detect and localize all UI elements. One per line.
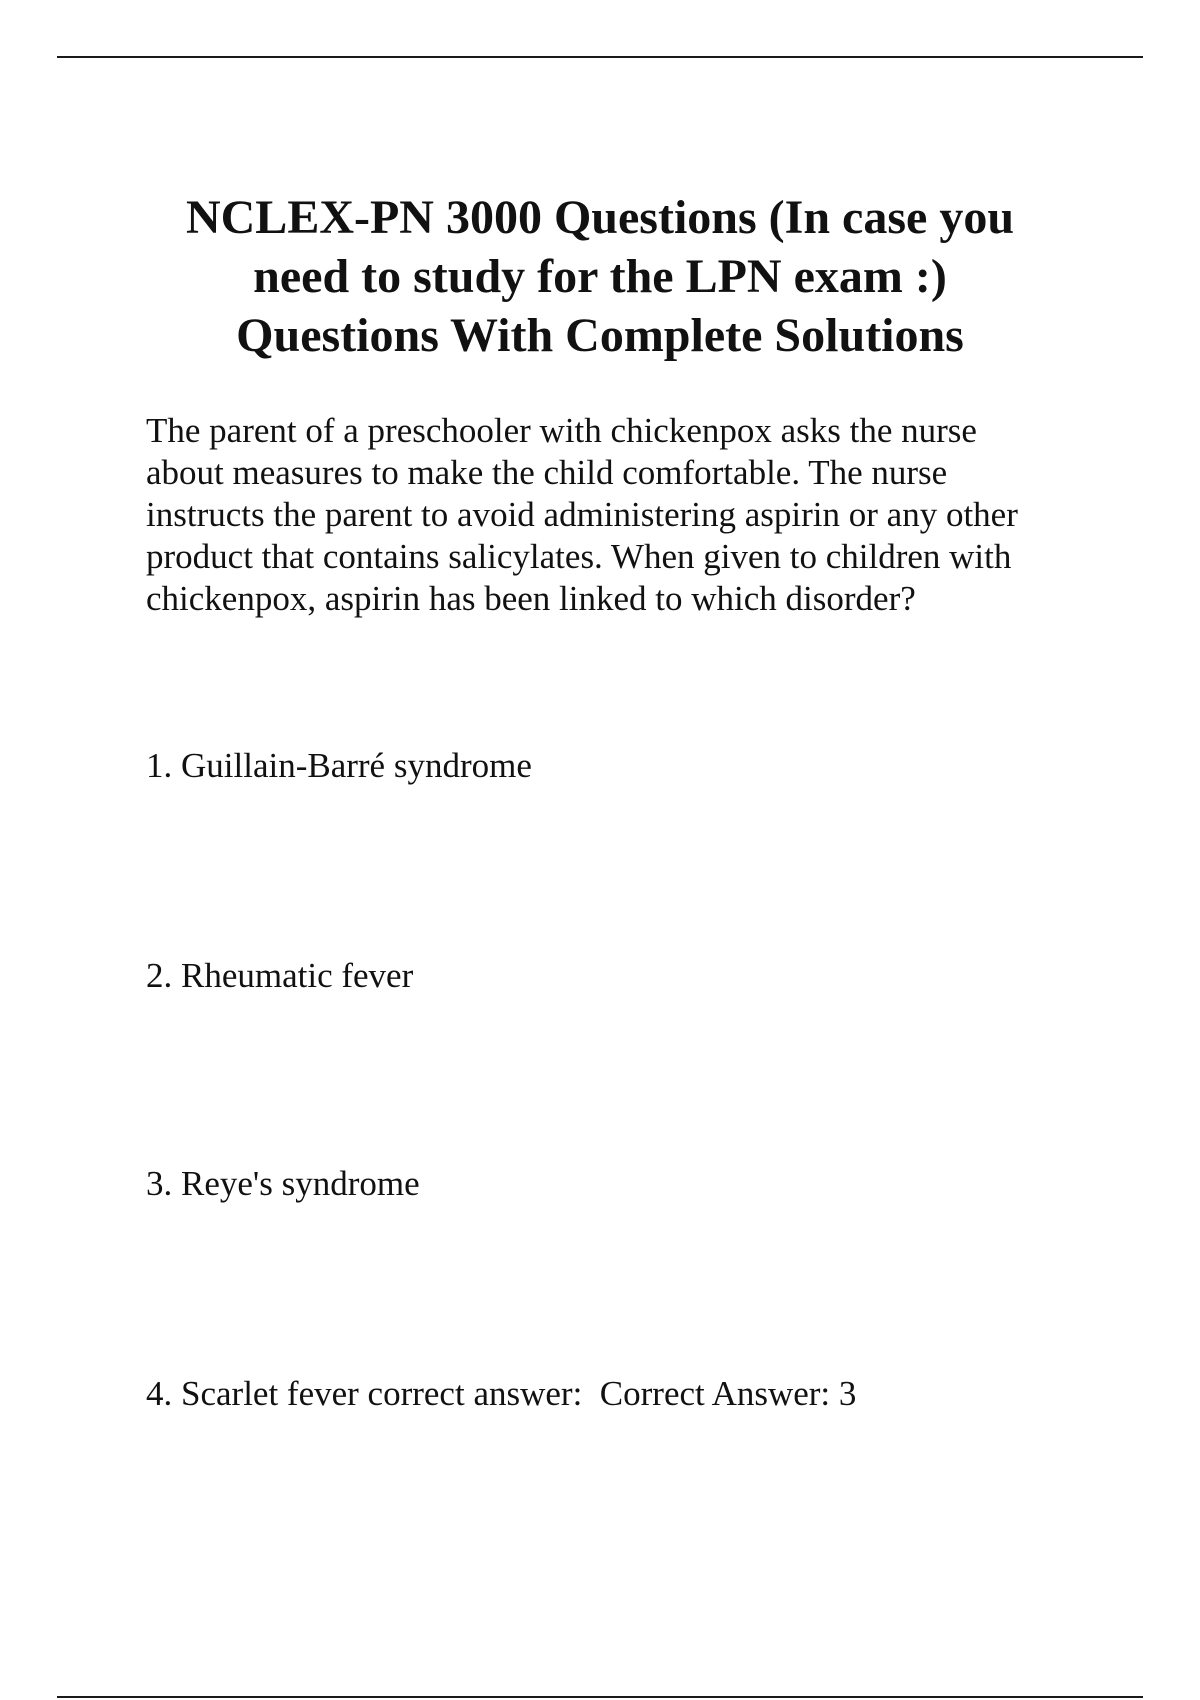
answer-option-4-text: 4. Scarlet fever correct answer: — [146, 1374, 583, 1413]
question-text — [146, 410, 1106, 620]
top-rule — [57, 56, 1143, 58]
answer-option-2: 2. Rheumatic fever — [146, 956, 414, 995]
correct-answer: Correct Answer: 3 — [599, 1374, 857, 1413]
answer-option-4 — [146, 1373, 856, 1415]
answer-option-3: 3. Reye's syndrome — [146, 1164, 420, 1203]
question-line: instructs the parent to avoid administering aspirin or any other — [146, 495, 1018, 534]
question-line: product that contains salicylates. When given to children with — [146, 537, 1012, 576]
question-line: chickenpox, aspirin has been linked to which disorder? — [146, 579, 916, 618]
title-line: NCLEX-PN 3000 Questions (In case you — [185, 191, 1015, 244]
question-line: The parent of a preschooler with chickenpox asks the nurse — [146, 411, 977, 450]
answer-option-1: 1. Guillain-Barré syndrome — [146, 746, 532, 785]
question-line: about measures to make the child comfortable. The nurse — [146, 453, 948, 492]
document-title — [100, 188, 1100, 365]
title-line: need to study for the LPN exam :) — [253, 250, 947, 303]
bottom-rule — [57, 1696, 1143, 1698]
title-line: Questions With Complete Solutions — [236, 309, 964, 362]
